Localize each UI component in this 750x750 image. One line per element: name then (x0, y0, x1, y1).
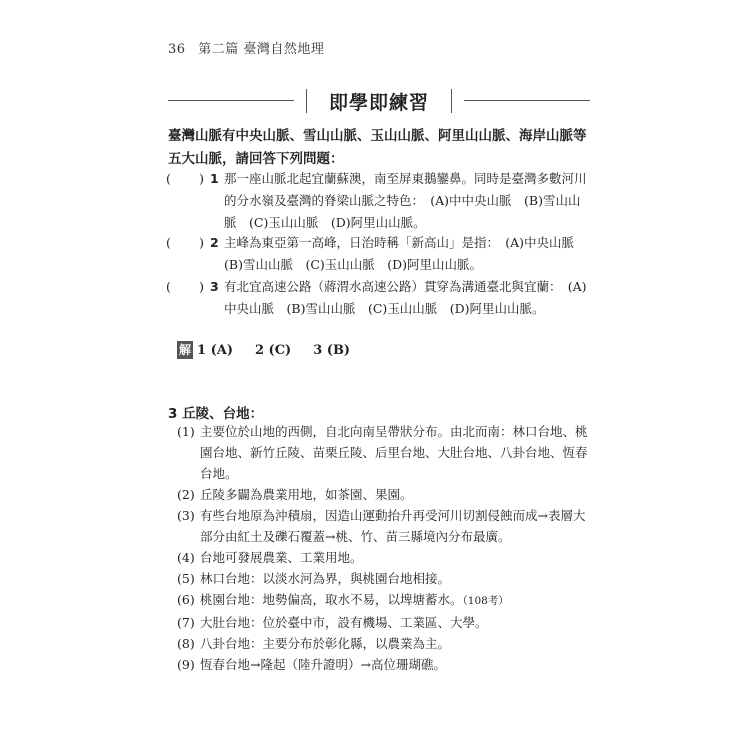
paren-open: ( (166, 171, 171, 186)
item-text: 丘陵多闢為農業用地，如茶園、果園。 (200, 487, 413, 502)
answer-blank (166, 168, 204, 190)
item-text: 主要位於山地的西側，自北向南呈帶狀分布。由北而南：林口台地、桃園台地、新竹丘陵、苗栗丘陵、后里台地、大肚台地、八卦台地、恆春台地。 (200, 424, 588, 481)
question-3 (166, 276, 590, 320)
answer-badge: 解 (179, 343, 192, 357)
item-text: 台地可發展農業、工業用地。 (200, 550, 363, 565)
paren-close: ) (199, 279, 204, 294)
title-bar-left (306, 89, 307, 113)
page-number: 36 (168, 42, 186, 57)
answer-blank (166, 276, 204, 298)
item-text: 恆春台地→隆起（陸升證明）→高位珊瑚礁。 (200, 657, 446, 672)
exam-note: （108考） (462, 595, 509, 607)
item-text (200, 589, 591, 612)
answer-3: 3 (B) (313, 342, 351, 358)
list-item (177, 612, 591, 633)
item-index: (6) (177, 592, 195, 607)
item-text: 大肚台地：位於臺中市，設有機場、工業區、大學。 (200, 615, 488, 630)
paren-close: ) (199, 171, 204, 186)
list-item (177, 421, 591, 484)
answer-1: 1 (A) (197, 342, 233, 358)
list-item (177, 633, 591, 654)
list-item (177, 654, 591, 675)
list-item (177, 568, 591, 589)
answer-blank (166, 232, 204, 254)
item-index: (4) (177, 550, 195, 565)
list-item (177, 547, 591, 568)
chapter-title: 臺灣自然地理 (243, 42, 325, 57)
question-number: 2 (210, 235, 219, 250)
item-index: (7) (177, 615, 195, 630)
question-number: 3 (210, 279, 219, 294)
question-text: 主峰為東亞第一高峰，日治時稱「新高山」是指： (A)中央山脈 (B)雪山山脈 (C)玉山山脈 (D)阿里山山脈。 (224, 235, 587, 272)
paren-close: ) (199, 235, 204, 250)
heading-rule-right (464, 100, 590, 101)
item-text: 林口台地：以淡水河為界，與桃園台地相接。 (200, 571, 451, 586)
item-index: (1) (177, 424, 195, 439)
title-bar-right (451, 89, 452, 113)
paren-open: ( (166, 235, 171, 250)
question-1 (166, 168, 590, 234)
answer-2: 2 (C) (254, 342, 292, 358)
item-index: (8) (177, 636, 195, 651)
item-text: 有些台地原為沖積扇，因造山運動抬升再受河川切割侵蝕而成→表層大部分由紅土及礫石覆蓋→桃、竹、苗三縣境內分布最廣。 (200, 508, 586, 544)
list-item (177, 505, 591, 547)
list-item (177, 589, 591, 612)
item-index: (3) (177, 508, 195, 523)
practice-title-text: 即學即練習 (328, 91, 429, 114)
item-index: (2) (177, 487, 195, 502)
question-text: 有北宜高速公路（蔣渭水高速公路）貫穿為溝通臺北與宜蘭： (A)中央山脈 (B)雪山山脈 (C)玉山山脈 (D)阿里山山脈。 (224, 279, 587, 316)
question-number: 1 (210, 171, 219, 186)
heading-rule-left (168, 100, 294, 101)
item-index: (5) (177, 571, 195, 586)
item-main-text: 桃園台地：地勢偏高，取水不易，以埤塘蓄水。 (200, 592, 463, 607)
part-label: 第二篇 (198, 42, 239, 57)
question-2 (166, 232, 590, 276)
item-index: (9) (177, 657, 195, 672)
section-heading-rule (168, 86, 590, 116)
section-heading: 3 丘陵、台地： (168, 406, 264, 422)
practice-box-title (302, 86, 456, 116)
item-text: 八卦台地：主要分布於彰化縣，以農業為主。 (200, 636, 451, 651)
running-head (168, 38, 324, 57)
list-item (177, 484, 591, 505)
answer-key (177, 341, 372, 359)
section-list (177, 421, 591, 675)
question-text: 那一座山脈北起宜蘭蘇澳，南至屏東鵝鑾鼻。同時是臺灣多數河川的分水嶺及臺灣的脊梁山脈之特色： (A)中中央山脈 (B)雪山山脈 (C)玉山山脈 (D)阿里山山脈。 (224, 171, 587, 230)
practice-intro: 臺灣山脈有中央山脈、雪山山脈、玉山山脈、阿里山山脈、海岸山脈等五大山脈，請回答下列問題： (168, 128, 587, 167)
paren-open: ( (166, 279, 171, 294)
